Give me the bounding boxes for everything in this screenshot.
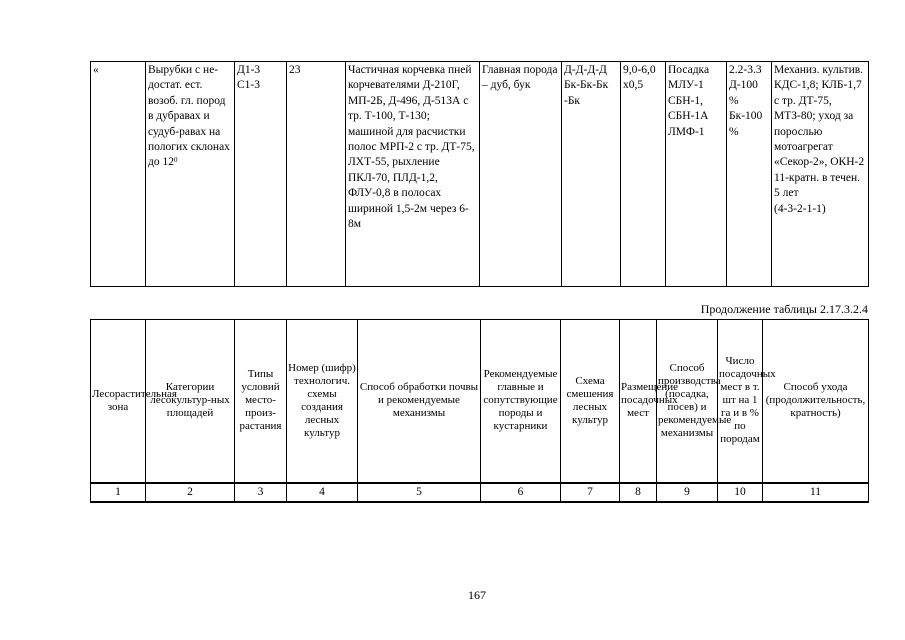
header-conditions: Типы условий место-произ-растания bbox=[235, 320, 287, 483]
column-number: 8 bbox=[620, 483, 657, 502]
header-planting-method: Способ производства (посадка, посев) и рекомендуемые механизмы bbox=[657, 320, 718, 483]
conditions-cell: Д1-3 С1-3 bbox=[235, 62, 287, 287]
column-number: 7 bbox=[561, 483, 620, 502]
column-number-row bbox=[91, 483, 869, 502]
column-number: 11 bbox=[763, 483, 869, 502]
forestry-table-row-block bbox=[90, 61, 869, 287]
degree-superscript: 0 bbox=[173, 156, 178, 165]
placement-cell: 9,0-6,0 х0,5 bbox=[621, 62, 666, 287]
column-number: 10 bbox=[718, 483, 763, 502]
header-species: Рекомендуемые главные и сопутствующие породы и кустарники bbox=[481, 320, 561, 483]
column-number: 3 bbox=[235, 483, 287, 502]
header-mix-scheme: Схема смешения лесных культур bbox=[561, 320, 620, 483]
seat-count-cell: 2.2-3.3 Д-100 % Бк-100 % bbox=[727, 62, 772, 287]
header-scheme-number: Номер (шифр) технологич. схемы создания лесных культур bbox=[287, 320, 358, 483]
column-number: 1 bbox=[91, 483, 146, 502]
header-placement: Размещение посадочных мест bbox=[620, 320, 657, 483]
header-soil-method: Способ обработки почвы и рекомендуемые механизмы bbox=[358, 320, 481, 483]
header-care-method: Способ ухода (продолжительность, кратность) bbox=[763, 320, 869, 483]
header-seat-count: Число посадочных мест в т. шт на 1 га и в % по породам bbox=[718, 320, 763, 483]
table-continuation-caption: Продолжение таблицы 2.17.3.2.4 bbox=[700, 302, 868, 316]
page-number: 167 bbox=[468, 588, 486, 602]
forestry-table-header bbox=[90, 319, 869, 503]
species-cell: Главная порода – дуб, бук bbox=[480, 62, 562, 287]
category-cell bbox=[146, 62, 235, 287]
mix-scheme-cell: Д-Д-Д-Д Бк-Бк-Бк -Бк bbox=[562, 62, 621, 287]
column-number: 5 bbox=[358, 483, 481, 502]
header-category: Категории лесокультур-ных площадей bbox=[146, 320, 235, 483]
category-text: Вырубки с не-достат. ест. возоб. гл. пород в дубравах и судуб-равах на пологих склонах до 12 bbox=[148, 64, 230, 169]
header-row bbox=[91, 320, 869, 483]
column-number: 9 bbox=[657, 483, 718, 502]
column-number: 4 bbox=[287, 483, 358, 502]
planting-method-cell: Посадка МЛУ-1 СБН-1, СБН-1А ЛМФ-1 bbox=[666, 62, 727, 287]
column-number: 6 bbox=[481, 483, 561, 502]
column-number: 2 bbox=[146, 483, 235, 502]
soil-method-cell: Частичная корчевка пней корчевателями Д-210Г, МП-2Б, Д-496, Д-513А с тр. Т-100, Т-130; машиной для расчистки полос МРП-2 с тр. ДТ-75, ЛХТ-55, рыхление ПКЛ-70, ПЛД-1,2, ФЛУ-0,8 в полосах шириной 1,5-2м через 6-8м bbox=[346, 62, 480, 287]
scheme-number-cell: 23 bbox=[287, 62, 346, 287]
table-row bbox=[91, 62, 869, 287]
header-zone: Лесорастительная зона bbox=[91, 320, 146, 483]
care-method-cell: Механиз. культив. КДС-1,8; КЛБ-1,7 с тр. ДТ-75, МТЗ-80; уход за порослью мотоагрегат «Секор-2», ОКН-2 11-кратн. в течен. 5 лет (4-3-2-1-1) bbox=[772, 62, 869, 287]
zone-cell: « bbox=[91, 62, 146, 287]
